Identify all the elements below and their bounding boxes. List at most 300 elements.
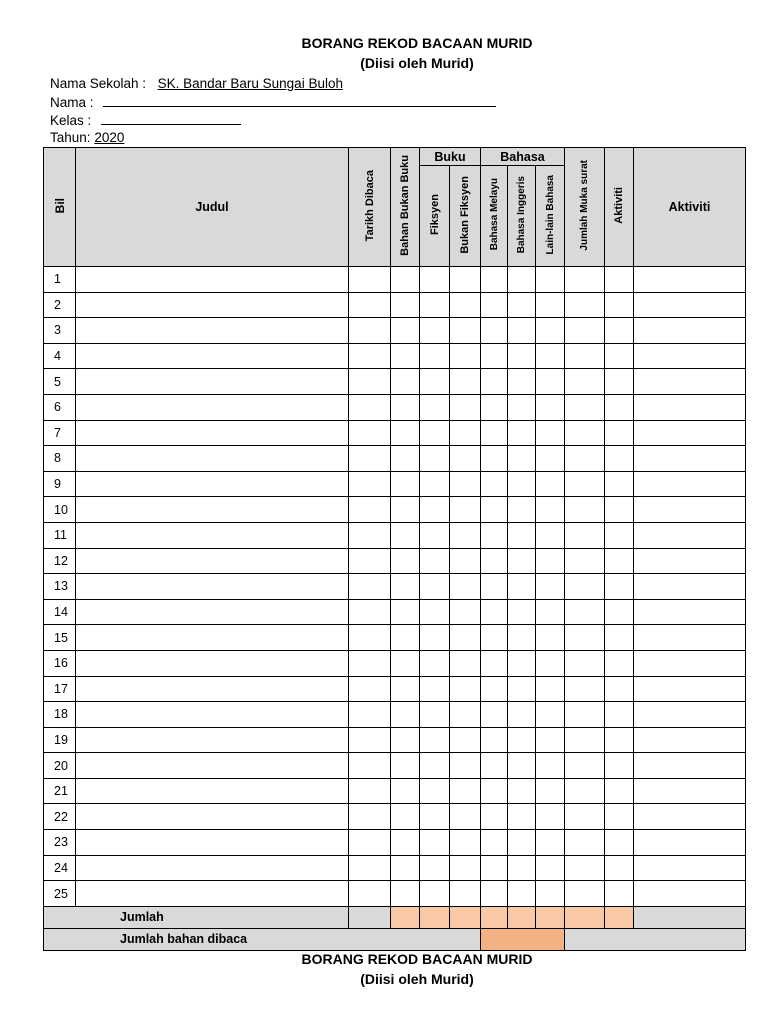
- row-cell[interactable]: [536, 727, 565, 753]
- row-cell[interactable]: [634, 778, 746, 804]
- row-cell[interactable]: [634, 267, 746, 293]
- row-cell[interactable]: [634, 548, 746, 574]
- row-cell[interactable]: [76, 778, 349, 804]
- row-cell[interactable]: [391, 702, 420, 728]
- row-cell[interactable]: [481, 753, 508, 779]
- row-cell[interactable]: [420, 394, 450, 420]
- row-cell[interactable]: [391, 778, 420, 804]
- row-cell[interactable]: [420, 625, 450, 651]
- row-cell[interactable]: [420, 855, 450, 881]
- row-cell[interactable]: [450, 804, 481, 830]
- row-cell[interactable]: [634, 471, 746, 497]
- row-cell[interactable]: [605, 369, 634, 395]
- row-cell[interactable]: [605, 650, 634, 676]
- row-cell[interactable]: [420, 420, 450, 446]
- row-cell[interactable]: [508, 420, 536, 446]
- row-cell[interactable]: [450, 778, 481, 804]
- row-cell[interactable]: [391, 881, 420, 907]
- form-title-repeat: BORANG REKOD BACAAN MURID: [301, 951, 533, 967]
- row-cell[interactable]: [634, 574, 746, 600]
- row-cell[interactable]: [420, 676, 450, 702]
- row-cell[interactable]: [76, 471, 349, 497]
- jumlah-cell[interactable]: [391, 906, 420, 928]
- row-cell[interactable]: [76, 727, 349, 753]
- row-cell[interactable]: [508, 343, 536, 369]
- row-cell[interactable]: [508, 548, 536, 574]
- row-cell[interactable]: [391, 343, 420, 369]
- row-cell[interactable]: [481, 369, 508, 395]
- row-cell[interactable]: [508, 471, 536, 497]
- row-cell[interactable]: [450, 881, 481, 907]
- row-cell[interactable]: [605, 318, 634, 344]
- row-cell[interactable]: [536, 267, 565, 293]
- row-cell[interactable]: [391, 394, 420, 420]
- row-cell[interactable]: [481, 625, 508, 651]
- row-cell[interactable]: [605, 497, 634, 523]
- row-cell[interactable]: [508, 394, 536, 420]
- jumlah-cell[interactable]: [481, 906, 508, 928]
- row-cell[interactable]: [391, 650, 420, 676]
- row-cell[interactable]: [536, 394, 565, 420]
- row-cell[interactable]: [420, 727, 450, 753]
- row-cell[interactable]: [349, 394, 391, 420]
- row-cell[interactable]: [634, 650, 746, 676]
- row-cell[interactable]: [481, 855, 508, 881]
- row-cell[interactable]: [565, 702, 605, 728]
- row-cell[interactable]: [605, 394, 634, 420]
- row-cell[interactable]: [634, 522, 746, 548]
- row-cell[interactable]: [536, 855, 565, 881]
- row-cell[interactable]: [508, 522, 536, 548]
- row-cell[interactable]: [349, 804, 391, 830]
- row-cell[interactable]: [420, 497, 450, 523]
- row-cell[interactable]: [508, 727, 536, 753]
- row-cell[interactable]: [76, 394, 349, 420]
- row-cell[interactable]: [536, 650, 565, 676]
- row-cell[interactable]: [450, 318, 481, 344]
- row-cell[interactable]: [349, 446, 391, 472]
- row-cell[interactable]: [481, 471, 508, 497]
- row-cell[interactable]: [481, 778, 508, 804]
- row-cell[interactable]: [508, 369, 536, 395]
- row-cell[interactable]: [565, 625, 605, 651]
- row-cell[interactable]: [481, 881, 508, 907]
- row-cell[interactable]: [76, 267, 349, 293]
- row-cell[interactable]: [76, 881, 349, 907]
- row-cell[interactable]: [420, 343, 450, 369]
- row-cell[interactable]: [605, 804, 634, 830]
- row-cell[interactable]: [508, 804, 536, 830]
- row-cell[interactable]: [76, 369, 349, 395]
- row-cell[interactable]: [391, 267, 420, 293]
- row-cell[interactable]: [508, 599, 536, 625]
- row-cell[interactable]: [536, 420, 565, 446]
- row-cell[interactable]: [450, 292, 481, 318]
- row-cell[interactable]: [349, 727, 391, 753]
- row-cell[interactable]: [481, 420, 508, 446]
- row-cell[interactable]: [420, 599, 450, 625]
- row-cell[interactable]: [76, 855, 349, 881]
- row-cell[interactable]: [391, 599, 420, 625]
- row-cell[interactable]: [536, 471, 565, 497]
- row-cell[interactable]: [420, 702, 450, 728]
- row-cell[interactable]: [508, 292, 536, 318]
- row-cell[interactable]: [349, 369, 391, 395]
- row-cell[interactable]: [76, 343, 349, 369]
- row-cell[interactable]: [420, 369, 450, 395]
- row-cell[interactable]: [391, 548, 420, 574]
- row-cell[interactable]: [391, 318, 420, 344]
- row-cell[interactable]: [536, 778, 565, 804]
- row-cell[interactable]: [450, 446, 481, 472]
- row-cell[interactable]: [76, 830, 349, 856]
- row-cell[interactable]: [481, 676, 508, 702]
- row-cell[interactable]: [450, 267, 481, 293]
- row-cell[interactable]: [565, 650, 605, 676]
- row-cell[interactable]: [634, 599, 746, 625]
- row-cell[interactable]: [481, 804, 508, 830]
- row-cell[interactable]: [508, 753, 536, 779]
- row-cell[interactable]: [565, 727, 605, 753]
- row-cell[interactable]: [481, 394, 508, 420]
- row-cell[interactable]: [605, 471, 634, 497]
- row-cell[interactable]: [76, 318, 349, 344]
- row-cell[interactable]: [605, 727, 634, 753]
- row-cell[interactable]: [481, 702, 508, 728]
- row-cell[interactable]: [481, 446, 508, 472]
- row-cell[interactable]: [634, 676, 746, 702]
- header-bahasa-group: Bahasa: [481, 148, 565, 166]
- jumlah-cell[interactable]: [536, 906, 565, 928]
- row-cell[interactable]: [76, 292, 349, 318]
- row-cell[interactable]: [450, 394, 481, 420]
- header-judul: Judul: [76, 148, 349, 267]
- row-cell[interactable]: [481, 343, 508, 369]
- row-cell[interactable]: [565, 804, 605, 830]
- row-cell[interactable]: [565, 369, 605, 395]
- row-cell[interactable]: [565, 446, 605, 472]
- row-cell[interactable]: [565, 420, 605, 446]
- row-cell[interactable]: [349, 778, 391, 804]
- row-cell[interactable]: [634, 804, 746, 830]
- row-cell[interactable]: [349, 343, 391, 369]
- row-cell[interactable]: [634, 881, 746, 907]
- jumlah-bahan-cell[interactable]: [481, 928, 565, 950]
- row-cell[interactable]: [536, 369, 565, 395]
- row-cell[interactable]: [605, 343, 634, 369]
- row-cell[interactable]: [420, 753, 450, 779]
- row-cell[interactable]: [481, 650, 508, 676]
- row-cell[interactable]: [536, 830, 565, 856]
- row-cell[interactable]: [536, 753, 565, 779]
- row-cell[interactable]: [565, 471, 605, 497]
- row-cell[interactable]: [450, 727, 481, 753]
- row-cell[interactable]: [76, 650, 349, 676]
- row-cell[interactable]: [634, 497, 746, 523]
- row-cell[interactable]: [634, 855, 746, 881]
- row-cell[interactable]: [391, 676, 420, 702]
- row-cell[interactable]: [605, 522, 634, 548]
- row-cell[interactable]: [508, 855, 536, 881]
- row-cell[interactable]: [450, 471, 481, 497]
- row-cell[interactable]: [508, 318, 536, 344]
- row-cell[interactable]: [634, 343, 746, 369]
- table-row: [44, 394, 746, 420]
- row-cell[interactable]: [605, 446, 634, 472]
- row-cell[interactable]: [634, 394, 746, 420]
- row-cell[interactable]: [536, 343, 565, 369]
- row-cell[interactable]: [76, 548, 349, 574]
- row-cell[interactable]: [420, 318, 450, 344]
- row-cell[interactable]: [76, 497, 349, 523]
- row-cell[interactable]: [605, 881, 634, 907]
- row-cell[interactable]: [450, 650, 481, 676]
- row-cell[interactable]: [565, 676, 605, 702]
- row-cell[interactable]: [508, 676, 536, 702]
- row-cell[interactable]: [634, 830, 746, 856]
- row-cell[interactable]: [481, 497, 508, 523]
- class-field[interactable]: [101, 112, 241, 125]
- row-cell[interactable]: [391, 522, 420, 548]
- row-cell[interactable]: [565, 753, 605, 779]
- row-cell[interactable]: [391, 420, 420, 446]
- row-cell[interactable]: [605, 548, 634, 574]
- row-cell[interactable]: [450, 855, 481, 881]
- row-cell[interactable]: [508, 446, 536, 472]
- row-cell[interactable]: [391, 292, 420, 318]
- row-cell[interactable]: [76, 804, 349, 830]
- row-number: 6: [44, 394, 76, 420]
- row-cell[interactable]: [508, 650, 536, 676]
- row-cell[interactable]: [605, 625, 634, 651]
- row-cell[interactable]: [420, 830, 450, 856]
- row-cell[interactable]: [349, 574, 391, 600]
- row-cell[interactable]: [349, 753, 391, 779]
- row-cell[interactable]: [76, 574, 349, 600]
- table-row: [44, 804, 746, 830]
- row-cell[interactable]: [605, 753, 634, 779]
- row-cell[interactable]: [536, 702, 565, 728]
- row-cell[interactable]: [605, 830, 634, 856]
- row-cell[interactable]: [634, 727, 746, 753]
- row-cell[interactable]: [508, 881, 536, 907]
- row-cell[interactable]: [565, 394, 605, 420]
- row-cell[interactable]: [76, 446, 349, 472]
- row-cell[interactable]: [349, 830, 391, 856]
- row-cell[interactable]: [536, 881, 565, 907]
- row-cell[interactable]: [605, 420, 634, 446]
- row-cell[interactable]: [565, 318, 605, 344]
- table-row: [44, 753, 746, 779]
- row-cell[interactable]: [565, 548, 605, 574]
- row-cell[interactable]: [420, 446, 450, 472]
- row-cell[interactable]: [420, 548, 450, 574]
- row-cell[interactable]: [481, 318, 508, 344]
- row-cell[interactable]: [565, 574, 605, 600]
- school-value[interactable]: SK. Bandar Baru Sungai Buloh: [157, 76, 343, 91]
- row-cell[interactable]: [565, 522, 605, 548]
- row-cell[interactable]: [481, 599, 508, 625]
- row-cell[interactable]: [450, 574, 481, 600]
- row-cell[interactable]: [450, 522, 481, 548]
- row-cell[interactable]: [76, 702, 349, 728]
- row-cell[interactable]: [420, 881, 450, 907]
- row-cell[interactable]: [634, 625, 746, 651]
- row-cell[interactable]: [349, 292, 391, 318]
- row-cell[interactable]: [605, 599, 634, 625]
- row-cell[interactable]: [634, 318, 746, 344]
- row-cell[interactable]: [536, 292, 565, 318]
- row-cell[interactable]: [391, 471, 420, 497]
- row-cell[interactable]: [391, 369, 420, 395]
- row-cell[interactable]: [605, 778, 634, 804]
- row-cell[interactable]: [349, 318, 391, 344]
- row-cell[interactable]: [76, 625, 349, 651]
- row-cell[interactable]: [349, 522, 391, 548]
- row-cell[interactable]: [605, 702, 634, 728]
- row-cell[interactable]: [420, 778, 450, 804]
- row-cell[interactable]: [391, 753, 420, 779]
- row-cell[interactable]: [349, 625, 391, 651]
- row-cell[interactable]: [450, 702, 481, 728]
- row-cell[interactable]: [76, 420, 349, 446]
- row-cell[interactable]: [349, 548, 391, 574]
- row-cell[interactable]: [508, 702, 536, 728]
- row-cell[interactable]: [536, 446, 565, 472]
- year-value[interactable]: 2020: [94, 130, 125, 145]
- row-cell[interactable]: [634, 753, 746, 779]
- row-cell[interactable]: [565, 778, 605, 804]
- row-cell[interactable]: [508, 778, 536, 804]
- row-cell[interactable]: [420, 522, 450, 548]
- row-cell[interactable]: [605, 574, 634, 600]
- row-cell[interactable]: [565, 497, 605, 523]
- row-cell[interactable]: [420, 804, 450, 830]
- row-cell[interactable]: [565, 855, 605, 881]
- row-cell[interactable]: [76, 599, 349, 625]
- row-cell[interactable]: [508, 497, 536, 523]
- jumlah-cell[interactable]: [565, 906, 605, 928]
- row-cell[interactable]: [349, 676, 391, 702]
- row-cell[interactable]: [481, 727, 508, 753]
- row-cell[interactable]: [349, 497, 391, 523]
- row-cell[interactable]: [76, 676, 349, 702]
- row-cell[interactable]: [391, 446, 420, 472]
- header-jumlah-muka: Jumlah Muka surat: [565, 148, 605, 267]
- row-cell[interactable]: [450, 343, 481, 369]
- header-aktiviti: Aktiviti: [634, 148, 746, 267]
- row-cell[interactable]: [420, 650, 450, 676]
- row-cell[interactable]: [481, 292, 508, 318]
- row-cell[interactable]: [391, 574, 420, 600]
- row-cell[interactable]: [450, 497, 481, 523]
- jumlah-cell[interactable]: [450, 906, 481, 928]
- row-cell[interactable]: [349, 471, 391, 497]
- row-cell[interactable]: [536, 804, 565, 830]
- row-cell[interactable]: [508, 830, 536, 856]
- row-cell[interactable]: [481, 830, 508, 856]
- row-cell[interactable]: [634, 369, 746, 395]
- row-cell[interactable]: [450, 676, 481, 702]
- row-cell[interactable]: [536, 318, 565, 344]
- row-cell[interactable]: [391, 727, 420, 753]
- row-cell[interactable]: [605, 292, 634, 318]
- row-cell[interactable]: [450, 830, 481, 856]
- row-cell[interactable]: [391, 625, 420, 651]
- row-cell[interactable]: [391, 497, 420, 523]
- row-cell[interactable]: [565, 881, 605, 907]
- jumlah-cell[interactable]: [605, 906, 634, 928]
- row-cell[interactable]: [536, 676, 565, 702]
- row-cell[interactable]: [349, 702, 391, 728]
- row-cell[interactable]: [536, 548, 565, 574]
- row-cell[interactable]: [420, 471, 450, 497]
- row-cell[interactable]: [450, 625, 481, 651]
- row-cell[interactable]: [450, 369, 481, 395]
- row-cell[interactable]: [349, 599, 391, 625]
- row-cell[interactable]: [349, 650, 391, 676]
- row-cell[interactable]: [391, 830, 420, 856]
- jumlah-cell[interactable]: [420, 906, 450, 928]
- row-cell[interactable]: [349, 881, 391, 907]
- row-cell[interactable]: [565, 292, 605, 318]
- row-number: 7: [44, 420, 76, 446]
- row-cell[interactable]: [481, 522, 508, 548]
- table-row: [44, 650, 746, 676]
- jumlah-cell[interactable]: [508, 906, 536, 928]
- row-cell[interactable]: [420, 267, 450, 293]
- row-cell[interactable]: [634, 292, 746, 318]
- row-cell[interactable]: [605, 267, 634, 293]
- row-cell[interactable]: [536, 625, 565, 651]
- row-cell[interactable]: [565, 267, 605, 293]
- row-cell[interactable]: [391, 855, 420, 881]
- row-cell[interactable]: [450, 753, 481, 779]
- row-cell[interactable]: [565, 830, 605, 856]
- row-cell[interactable]: [605, 855, 634, 881]
- row-cell[interactable]: [634, 420, 746, 446]
- row-cell[interactable]: [450, 420, 481, 446]
- row-cell[interactable]: [481, 574, 508, 600]
- row-cell[interactable]: [634, 702, 746, 728]
- row-cell[interactable]: [76, 753, 349, 779]
- row-cell[interactable]: [349, 855, 391, 881]
- name-field[interactable]: [103, 94, 496, 107]
- row-cell[interactable]: [420, 292, 450, 318]
- row-cell[interactable]: [508, 267, 536, 293]
- row-cell[interactable]: [349, 267, 391, 293]
- row-cell[interactable]: [605, 676, 634, 702]
- row-cell[interactable]: [420, 574, 450, 600]
- row-cell[interactable]: [349, 420, 391, 446]
- row-cell[interactable]: [536, 599, 565, 625]
- row-cell[interactable]: [536, 497, 565, 523]
- row-cell[interactable]: [450, 599, 481, 625]
- row-cell[interactable]: [565, 599, 605, 625]
- row-cell[interactable]: [508, 574, 536, 600]
- row-cell[interactable]: [450, 548, 481, 574]
- row-cell[interactable]: [536, 522, 565, 548]
- row-cell[interactable]: [481, 548, 508, 574]
- row-cell[interactable]: [508, 625, 536, 651]
- row-cell[interactable]: [634, 446, 746, 472]
- row-cell[interactable]: [536, 574, 565, 600]
- row-cell[interactable]: [76, 522, 349, 548]
- school-label: Nama Sekolah :: [50, 76, 147, 91]
- row-cell[interactable]: [565, 343, 605, 369]
- row-cell[interactable]: [481, 267, 508, 293]
- row-cell[interactable]: [391, 804, 420, 830]
